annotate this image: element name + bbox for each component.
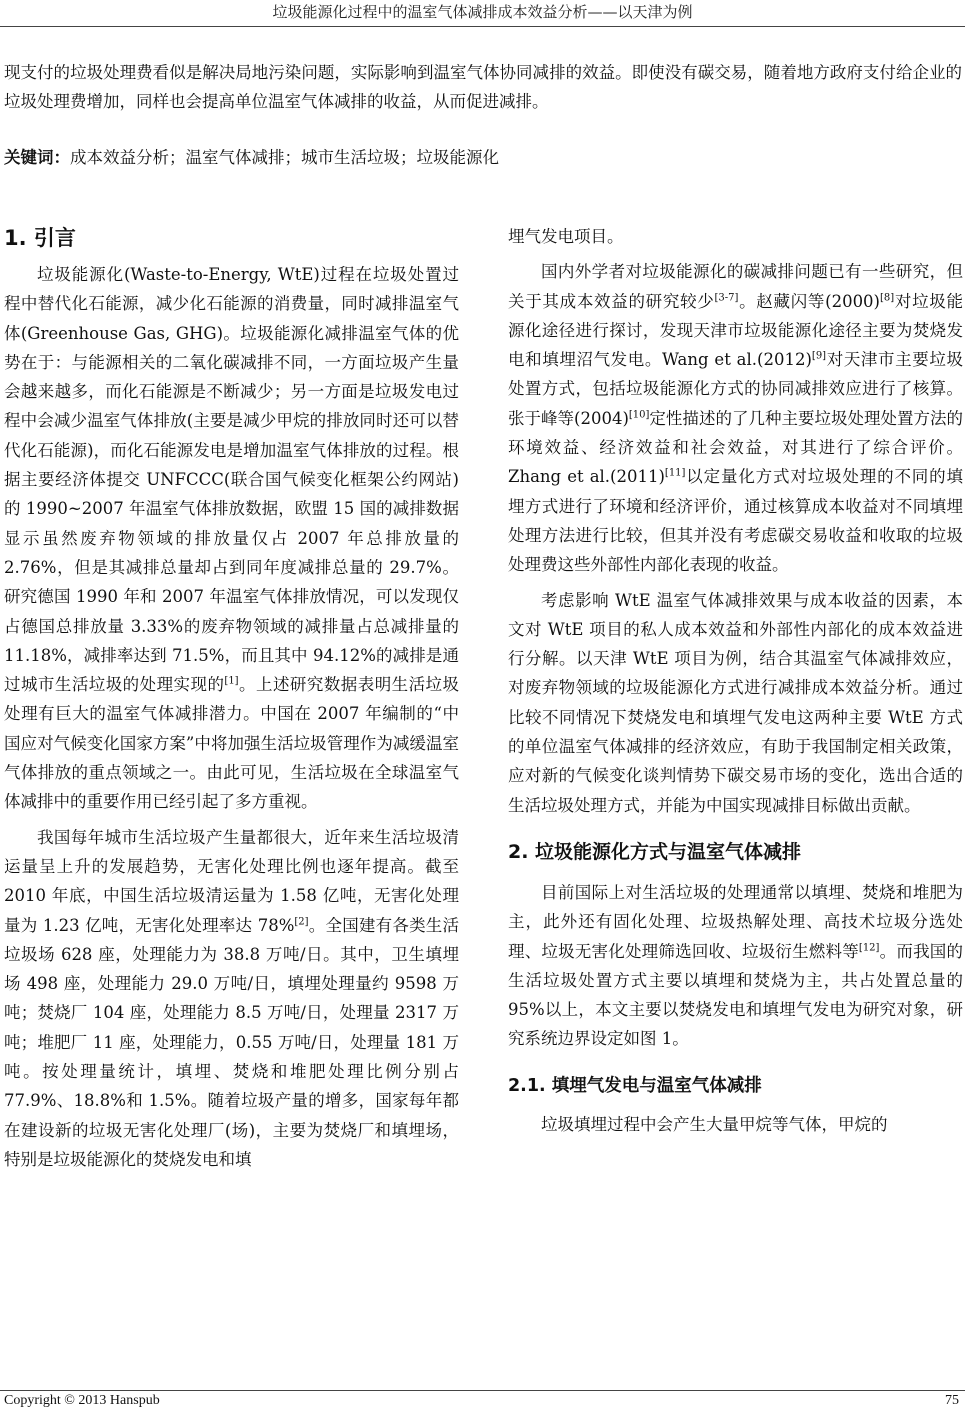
text-run: 。上述研究数据表明生活垃圾处理有巨大的温室气体减排潜力。中国在 2007 年编制的“中国应对气候变化国家方案”中将加强生活垃圾管理作为减缓温室气体排放的重点领域之一。由此可见，生活垃圾在全球温室气体减排中的重要作用已经引起了多方重视。 — [4, 675, 460, 812]
abstract-tail: 现支付的垃圾处理费看似是解决局地污染问题，实际影响到温室气体协同减排的效益。即使没有碳交易，随着地方政府支付给企业的垃圾处理费增加，同样也会提高单位温室气体减排的收益，从而促进减排。 — [4, 63, 962, 111]
section-1-paragraph-2-continued: 埋气发电项目。 — [508, 227, 624, 246]
keywords — [4, 145, 962, 171]
text-run: 对垃圾能源化途径进行探讨，发现天津市垃圾能源化途径主要为焚烧发电和填埋沼气发电。Wang et al.(2012) — [508, 291, 963, 370]
text-run: 对天津市主要垃圾处置方式，包括垃圾能源化方式的协同减排效应进行了核算。张于峰等(2004) — [508, 350, 964, 428]
subsection-2-1-heading: 2.1. 填埋气发电与温室气体减排 — [508, 1075, 762, 1096]
text-run: 。赵藏闪等(2000) — [738, 291, 880, 311]
footer-divider — [0, 1390, 965, 1391]
text-run: 。而我国的生活垃圾处置方式主要以填埋和焚烧为主，共占处置总量的 95%以上，本文主要以焚烧发电和填埋气发电为研究对象，研究系统边界设定如图 1。 — [508, 941, 964, 1049]
copyright-notice: Copyright © 2013 Hanspub — [4, 1393, 160, 1408]
text-run: 国内外学者对垃圾能源化的碳减排问题已有一些研究，但关于其成本效益的研究较少 — [508, 262, 963, 311]
subsection-2-1-paragraph-1: 垃圾填埋过程中会产生大量甲烷等气体，甲烷的 — [541, 1114, 888, 1134]
section-1-paragraph-4: 考虑影响 WtE 温室气体减排效果与成本收益的因素，本文对 WtE 项目的私人成本效益和外部性内部化的成本效益进行分解。以天津 WtE 项目为例，结合其温室气体减排效应，对废弃物领域的垃圾能源化方式进行减排成本效益分析。通过比较不同情况下焚烧发电和填埋气发电这两种主要 WtE 方式的单位温室气体减排的经济效应，有助于我国制定相关政策，应对新的气候变化谈判情势下碳交易市场的变化，选出合适的生活垃圾处理方式，并能为中国实现减排目标做出贡献。 — [508, 590, 963, 815]
section-1-paragraph-1 — [4, 260, 459, 817]
section-1-paragraph-2 — [4, 823, 459, 1175]
citation: [10] — [628, 409, 650, 421]
section-1-paragraph-3 — [508, 257, 963, 579]
running-header: 垃圾能源化过程中的温室气体减排成本效益分析——以天津为例 — [272, 3, 693, 21]
page-number: 75 — [945, 1393, 959, 1408]
section-2-paragraph-1 — [508, 878, 963, 1054]
right-column — [508, 222, 963, 1139]
left-column — [4, 222, 459, 1174]
keywords-text: 成本效益分析；温室气体减排；城市生活垃圾；垃圾能源化 — [70, 148, 499, 167]
citation: [2] — [294, 916, 309, 928]
citation: [3-7] — [714, 292, 739, 304]
citation: [8] — [880, 292, 895, 304]
text-run: 。全国建有各类生活垃圾场 628 座，处理能力为 38.8 万吨/日。其中，卫生填埋场 498 座，处理能力 29.0 万吨/日，填埋处理量约 9598 万吨；焚烧厂 104 座，处理能力 8.5 万吨/日，处理量 2317 万吨；堆肥厂 11 座，处理能力，0.55 万吨/日，处理量 181 万吨。按处理量统计，填埋、焚烧和堆肥处理比例分别占 77.9%、18.8%和 1.5%。随着垃圾产量的增多，国家每年都在建设新的垃圾无害化处理厂(场)，主要为焚烧厂和填埋场，特别是垃圾能源化的焚烧发电和填 — [4, 915, 460, 1169]
section-2-heading: 2. 垃圾能源化方式与温室气体减排 — [508, 840, 802, 863]
text-run: 目前国际上对生活垃圾的处理通常以填埋、焚烧和堆肥为主，此外还有固化处理、垃圾热解处理、高技术垃圾分选处理、垃圾无害化处理筛选回收、垃圾衍生燃料等 — [508, 882, 963, 961]
citation: [1] — [224, 675, 239, 687]
text-run: 以定量化方式对垃圾处理的不同的填埋方式进行了环境和经济评价，通过核算成本收益对不同填埋处理方法进行比较，但其并没有考虑碳交易收益和收取的垃圾处理费这些外部性内部化表现的收益。 — [508, 467, 963, 575]
keywords-label: 关键词： — [4, 148, 70, 167]
text-run: 我国每年城市生活垃圾产生量都很大，近年来生活垃圾清运量呈上升的发展趋势，无害化处理比例也逐年提高。截至 2010 年底，中国生活垃圾清运量为 1.58 亿吨，无害化处理量为 1.23 亿吨，无害化处理率达 78% — [4, 827, 459, 935]
section-1-heading: 1. 引言 — [4, 226, 76, 250]
text-run: 垃圾能源化(Waste-to-Energy, WtE)过程在垃圾处置过程中替代化石能源，减少化石能源的消费量，同时减排温室气体(Greenhouse Gas, GHG)。垃圾能源化减排温室气体的优势在于：与能源相关的二氧化碳减排不同，一方面垃圾产生量会越来越多，而化石能源是不断减少；另一方面是垃圾发电过程中会减少温室气体排放(主要是减少甲烷的排放同时还可以替代化石能源)，而化石能源发电是增加温室气体排放的过程。根据主要经济体提交 UNFCCC(联合国气候变化框架公约网站)的 1990~2007 年温室气体排放数据，欧盟 15 国的减排数据显示虽然废弃物领域的排放量仅占 2007 年总排放量的 2.76%，但是其减排总量却占到同年度减排总量的 29.7%。研究德国 1990 年和 2007 年温室气体排放情况，可以发现仅占德国总排放量 3.33%的废弃物领域的减排量占总减排量的 11.18%，减排率达到 71.5%，而且其中 94.12%的减排是通过城市生活垃圾的处理实现的 — [4, 265, 459, 695]
header-divider — [0, 26, 965, 27]
citation: [12] — [858, 942, 880, 954]
citation: [11] — [664, 467, 686, 479]
text-run: 定性描述的了几种主要垃圾处理处置方法的环境效益、经济效益和社会效益，对其进行了综合评价。Zhang et al.(2011) — [508, 408, 963, 487]
citation: [9] — [811, 350, 827, 362]
